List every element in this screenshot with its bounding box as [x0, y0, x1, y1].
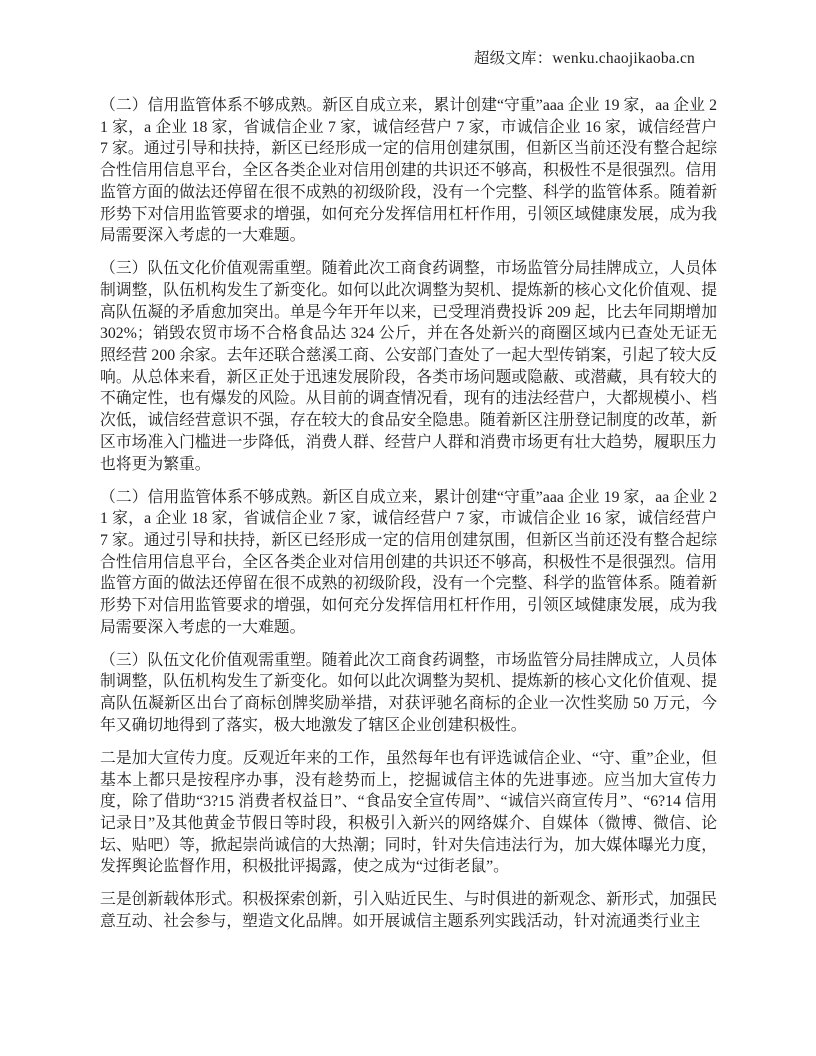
paragraph-credit-supervision-2: （二）信用监管体系不够成熟。新区自成立来，累计创建“守重”aaa 企业 19 家，aa 企业 21 家，a 企业 18 家，省诚信企业 7 家，诚信经营户 7 家，市诚信企业 16 家，诚信经营户 7 家。通过引导和扶持，新区已经形成一定的信用创建氛围，但新区当前还没有整合起综合性信用信息平台，全区各类企业对信用创建的共识还不够高，积极性不是很强烈。信用监管方面的做法还停留在很不成熟的初级阶段，没有一个完整、科学的监管体系。随着新形势下对信用监管要求的增强，如何充分发挥信用杠杆作用，引领区域健康发展，成为我局需要深入考虑的一大难题。	[100, 488, 717, 636]
paragraph-innovation: 三是创新载体形式。积极探索创新，引入贴近民生、与时俱进的新观念、新形式，加强民意互动、社会参与，塑造文化品牌。如开展诚信主题系列实践活动，针对流通类行业主	[100, 891, 717, 931]
paragraph-team-culture-2: （三）队伍文化价值观需重塑。随着此次工商食药调整，市场监管分局挂牌成立，人员体制调整，队伍机构发生了新变化。如何以此次调整为契机、提炼新的核心文化价值观、提高队伍凝新区出台了商标创牌奖励举措，对获评驰名商标的企业一次性奖励 50 万元，今年又确切地得到了落实，极大地激发了辖区企业创建积极性。	[100, 651, 717, 734]
paragraph-publicity: 二是加大宣传力度。反观近年来的工作，虽然每年也有评选诚信企业、“守、重”企业，但基本上都只是按程序办事，没有趁势而上，挖掘诚信主体的先进事迹。应当加大宣传力度，除了借助“3?15 消费者权益日”、“食品安全宣传周”、“诚信兴商宣传月”、“6?14 信用记录日”及其他黄金节假日等时段，积极引入新兴的网络媒介、自媒体（微博、微信、论坛、贴吧）等，掀起崇尚诚信的大热潮；同时，针对失信违法行为，加大媒体曝光力度，发挥舆论监督作用，积极批评揭露，使之成为“过街老鼠”。	[100, 749, 717, 876]
paragraph-team-culture-1: （三）队伍文化价值观需重塑。随着此次工商食药调整，市场监管分局挂牌成立，人员体制调整，队伍机构发生了新变化。如何以此次调整为契机、提炼新的核心文化价值观、提高队伍凝的矛盾愈加突出。单是今年开年以来，已受理消费投诉 209 起，比去年同期增加 302%；销毁农贸市场不合格食品达 324 公斤，并在各处新兴的商圈区域内已查处无证无照经营 200 余家。去年还联合慈溪工商、公安部门查处了一起大型传销案，引起了较大反响。从总体来看，新区正处于迅速发展阶段，各类市场问题或隐蔽、或潜藏，具有较大的不确定性，也有爆发的风险。从目前的调查情况看，现有的违法经营户，大都规模小、档次低，诚信经营意识不强，存在较大的食品安全隐患。随着新区注册登记制度的改革，新区市场准入门槛进一步降低，消费人群、经营户人群和消费市场更有壮大趋势，履职压力也将更为繁重。	[100, 260, 717, 473]
watermark-header: 超级文库：wenku.chaojikaoba.cn	[473, 50, 695, 67]
paragraph-credit-supervision-1: （二）信用监管体系不够成熟。新区自成立来，累计创建“守重”aaa 企业 19 家，aa 企业 21 家，a 企业 18 家，省诚信企业 7 家，诚信经营户 7 家，市诚信企业 16 家，诚信经营户 7 家。通过引导和扶持，新区已经形成一定的信用创建氛围，但新区当前还没有整合起综合性信用信息平台，全区各类企业对信用创建的共识还不够高，积极性不是很强烈。信用监管方面的做法还停留在很不成熟的初级阶段，没有一个完整、科学的监管体系。随着新形势下对信用监管要求的增强，如何充分发挥信用杠杆作用，引领区域健康发展，成为我局需要深入考虑的一大难题。	[100, 97, 717, 245]
